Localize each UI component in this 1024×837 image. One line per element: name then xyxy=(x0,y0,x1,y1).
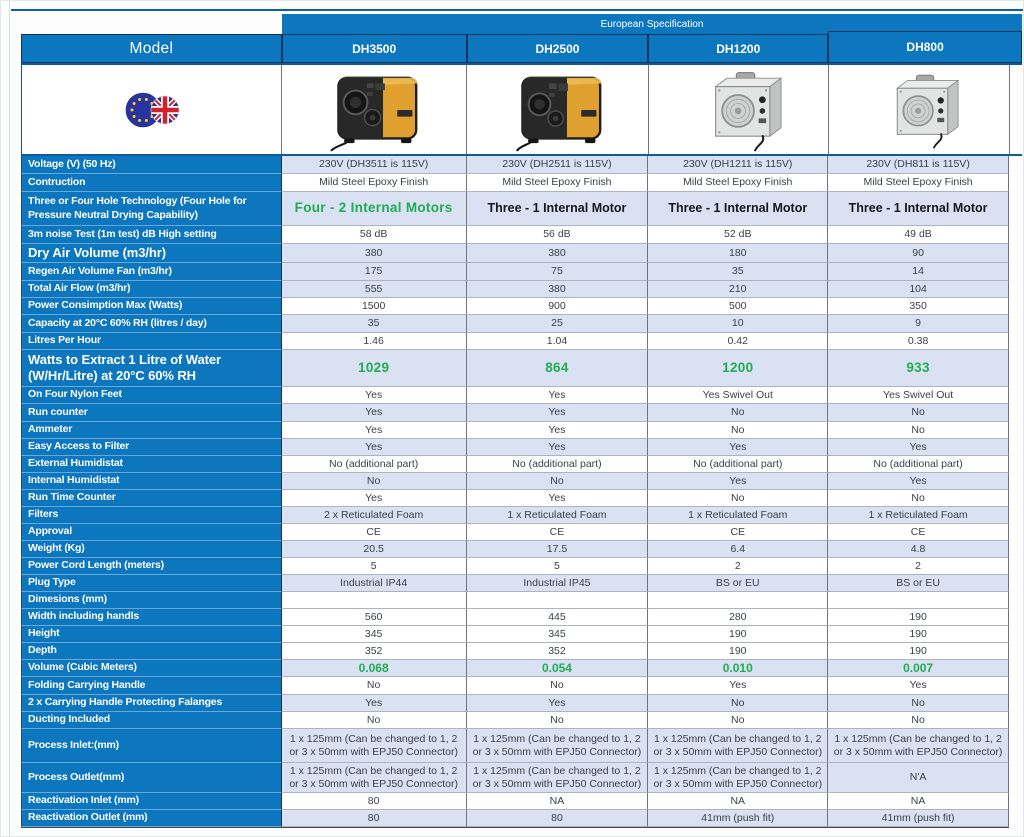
spec-value: 25 xyxy=(467,315,649,333)
column-header-dh800: DH800 xyxy=(828,31,1022,63)
spec-value: 1 x Reticulated Foam xyxy=(467,507,649,524)
spec-value: 345 xyxy=(467,626,649,643)
spec-value: CE xyxy=(282,524,467,541)
spec-row xyxy=(21,763,1009,793)
spec-value: 933 xyxy=(828,350,1009,387)
spec-value: 41mm (push fit) xyxy=(828,810,1009,827)
spec-value: CE xyxy=(467,524,649,541)
spec-value: 280 xyxy=(648,609,828,626)
spec-value: No xyxy=(648,404,828,422)
spec-value: 0.007 xyxy=(828,660,1009,677)
spec-value: Mild Steel Epoxy Finish xyxy=(648,174,828,192)
spec-value: 210 xyxy=(648,281,828,298)
spec-value: Yes xyxy=(828,677,1009,695)
spec-row xyxy=(21,643,1009,660)
spec-value: 14 xyxy=(828,263,1009,281)
eu-uk-flags-icon xyxy=(119,88,185,132)
spec-row xyxy=(21,422,1009,439)
row-label: Three or Four Hole Technology (Four Hole for Pressure Neutral Drying Capability) xyxy=(21,192,282,226)
spec-value: 350 xyxy=(828,298,1009,315)
row-label: Watts to Extract 1 Litre of Water (W/Hr/Litre) at 20°C 60% RH xyxy=(21,350,282,387)
spec-value: No xyxy=(828,712,1009,729)
spec-value: 1 x 125mm (Can be changed to 1, 2 or 3 x 50mm with EPJ50 Connector) xyxy=(648,763,828,793)
spec-value: 190 xyxy=(648,643,828,660)
spec-value: 352 xyxy=(467,643,649,660)
model-header-cell: Model xyxy=(21,34,282,63)
spec-value: 90 xyxy=(828,244,1009,263)
spec-value: CE xyxy=(648,524,828,541)
spec-value: 2 xyxy=(648,558,828,575)
spec-value: Yes xyxy=(282,695,467,712)
spec-row xyxy=(21,315,1009,333)
spec-row xyxy=(21,281,1009,298)
spec-value: 1 x 125mm (Can be changed to 1, 2 or 3 x 50mm with EPJ50 Connector) xyxy=(282,729,467,763)
spec-row xyxy=(21,626,1009,643)
spec-value: 190 xyxy=(828,643,1009,660)
row-label: Height xyxy=(21,626,282,643)
spec-value: 500 xyxy=(648,298,828,315)
header-row xyxy=(21,34,1022,63)
row-label: Process Outlet(mm) xyxy=(21,763,282,793)
spec-value: Industrial IP44 xyxy=(282,575,467,592)
dehumidifier-grey-icon xyxy=(871,70,967,150)
spec-value: Yes xyxy=(648,439,828,456)
row-label: Plug Type xyxy=(21,575,282,592)
spec-value: 180 xyxy=(648,244,828,263)
spec-value: 0.42 xyxy=(648,333,828,350)
spec-value: No xyxy=(282,473,467,490)
spec-value: 75 xyxy=(467,263,649,281)
spec-row xyxy=(21,156,1009,174)
spec-value: No xyxy=(828,695,1009,712)
spec-value: No xyxy=(467,712,649,729)
row-label: Dry Air Volume (m3/hr) xyxy=(21,244,282,263)
spec-value: Yes xyxy=(467,439,649,456)
row-label: Voltage (V) (50 Hz) xyxy=(21,156,282,174)
spec-row xyxy=(21,298,1009,315)
spec-value: Mild Steel Epoxy Finish xyxy=(828,174,1009,192)
spec-value: Yes xyxy=(282,422,467,439)
spec-row xyxy=(21,524,1009,541)
spec-value: 1200 xyxy=(648,350,828,387)
spec-row xyxy=(21,263,1009,281)
spec-value: Three - 1 Internal Motor xyxy=(828,192,1009,226)
spec-rows xyxy=(21,156,1009,828)
row-label: Weight (Kg) xyxy=(21,541,282,558)
spec-value xyxy=(648,592,828,609)
row-label: Capacity at 20°C 60% RH (litres / day) xyxy=(21,315,282,333)
spec-value: Yes xyxy=(467,404,649,422)
row-label: Reactivation Inlet (mm) xyxy=(21,793,282,810)
spec-value: 5 xyxy=(467,558,649,575)
spec-value: 6.4 xyxy=(648,541,828,558)
spec-value: 345 xyxy=(282,626,467,643)
top-border-line xyxy=(11,9,1023,11)
spec-row xyxy=(21,404,1009,422)
spec-row xyxy=(21,456,1009,473)
spec-value: 80 xyxy=(467,810,649,827)
row-label: Ammeter xyxy=(21,422,282,439)
spec-value: No xyxy=(467,677,649,695)
spec-value: No xyxy=(648,490,828,507)
spec-value: 352 xyxy=(282,643,467,660)
product-image-dh3500 xyxy=(282,65,467,154)
euro-spec-label: European Specification xyxy=(600,18,704,30)
spec-value: Yes xyxy=(648,473,828,490)
spec-value: BS or EU xyxy=(648,575,828,592)
spec-value: 52 dB xyxy=(648,226,828,244)
spec-value: 900 xyxy=(467,298,649,315)
spec-value: Three - 1 Internal Motor xyxy=(648,192,828,226)
spec-value: 1 x 125mm (Can be changed to 1, 2 or 3 x 50mm with EPJ50 Connector) xyxy=(467,763,649,793)
row-label: 2 x Carrying Handle Protecting Falanges xyxy=(21,695,282,712)
spec-row xyxy=(21,541,1009,558)
spec-value: 380 xyxy=(282,244,467,263)
spec-value: No xyxy=(467,473,649,490)
spec-row xyxy=(21,660,1009,677)
spec-value: 2 xyxy=(828,558,1009,575)
row-label: Internal Humidistat xyxy=(21,473,282,490)
spec-value: 0.068 xyxy=(282,660,467,677)
spec-value: 1500 xyxy=(282,298,467,315)
spec-value: 1 x Reticulated Foam xyxy=(648,507,828,524)
spec-row xyxy=(21,729,1009,763)
spec-value: Yes xyxy=(467,422,649,439)
product-image-dh800 xyxy=(829,65,1010,154)
spec-value: CE xyxy=(828,524,1009,541)
row-label: External Humidistat xyxy=(21,456,282,473)
spec-row xyxy=(21,810,1009,827)
spec-value: 1029 xyxy=(282,350,467,387)
spec-row xyxy=(21,558,1009,575)
spec-value: 190 xyxy=(648,626,828,643)
spec-row xyxy=(21,793,1009,810)
spec-value: 58 dB xyxy=(282,226,467,244)
product-image-dh1200 xyxy=(649,65,829,154)
spec-value: 230V (DH1211 is 115V) xyxy=(648,156,828,174)
spec-row xyxy=(21,333,1009,350)
spec-value: 80 xyxy=(282,793,467,810)
spec-value: Yes xyxy=(828,473,1009,490)
spec-value: NA xyxy=(828,793,1009,810)
spec-value: 41mm (push fit) xyxy=(648,810,828,827)
spec-value: 0.010 xyxy=(648,660,828,677)
row-label: Dimesions (mm) xyxy=(21,592,282,609)
column-header-dh1200: DH1200 xyxy=(648,34,828,63)
spec-value: Yes xyxy=(282,404,467,422)
spec-value: Yes xyxy=(282,439,467,456)
row-label: Folding Carrying Handle xyxy=(21,677,282,695)
row-label: Process Inlet:(mm) xyxy=(21,729,282,763)
row-label: Approval xyxy=(21,524,282,541)
spec-row xyxy=(21,609,1009,626)
spec-row xyxy=(21,439,1009,456)
spec-row xyxy=(21,473,1009,490)
spec-value: 190 xyxy=(828,609,1009,626)
spec-value: No xyxy=(648,422,828,439)
spec-value: 49 dB xyxy=(828,226,1009,244)
uk-flag-icon xyxy=(151,96,179,124)
spec-value: Industrial IP45 xyxy=(467,575,649,592)
spec-value: 17.5 xyxy=(467,541,649,558)
spec-value: 380 xyxy=(467,244,649,263)
spec-value: 380 xyxy=(467,281,649,298)
row-label: Contruction xyxy=(21,174,282,192)
spec-value: 1 x 125mm (Can be changed to 1, 2 or 3 x 50mm with EPJ50 Connector) xyxy=(467,729,649,763)
spec-value: Yes xyxy=(467,695,649,712)
spec-row xyxy=(21,387,1009,404)
row-label: Run Time Counter xyxy=(21,490,282,507)
row-label: Depth xyxy=(21,643,282,660)
spec-value: 20.5 xyxy=(282,541,467,558)
spec-value: Yes xyxy=(467,387,649,404)
spec-value: Yes xyxy=(648,677,828,695)
spec-value: Yes Swivel Out xyxy=(648,387,828,404)
spec-value: Mild Steel Epoxy Finish xyxy=(282,174,467,192)
row-label: Ducting Included xyxy=(21,712,282,729)
spec-value: 555 xyxy=(282,281,467,298)
spec-row xyxy=(21,350,1009,387)
spec-value: No xyxy=(282,677,467,695)
spec-value: Yes xyxy=(282,490,467,507)
spec-value: No xyxy=(282,712,467,729)
spec-value: Yes xyxy=(467,490,649,507)
product-image-dh2500 xyxy=(467,65,649,154)
spec-value: No (additional part) xyxy=(648,456,828,473)
spec-row xyxy=(21,244,1009,263)
row-label: Reactivation Outlet (mm) xyxy=(21,810,282,827)
spec-row xyxy=(21,575,1009,592)
spec-value: Yes Swivel Out xyxy=(828,387,1009,404)
spec-value xyxy=(828,592,1009,609)
spec-value: NA xyxy=(467,793,649,810)
spec-value: 175 xyxy=(282,263,467,281)
spec-row xyxy=(21,507,1009,524)
row-label: Width including handls xyxy=(21,609,282,626)
spec-value: 35 xyxy=(648,263,828,281)
spec-value: Four - 2 Internal Motors xyxy=(282,192,467,226)
spec-value: Yes xyxy=(282,387,467,404)
spec-value: Yes xyxy=(828,439,1009,456)
spec-value: 80 xyxy=(282,810,467,827)
spec-value: 10 xyxy=(648,315,828,333)
spec-row xyxy=(21,677,1009,695)
spec-value: 2 x Reticulated Foam xyxy=(282,507,467,524)
row-label: Run counter xyxy=(21,404,282,422)
spec-value: NA xyxy=(648,793,828,810)
spec-row xyxy=(21,226,1009,244)
spec-value: N'A xyxy=(828,763,1009,793)
spec-value: 1 x Reticulated Foam xyxy=(828,507,1009,524)
spec-value: 1 x 125mm (Can be changed to 1, 2 or 3 x 50mm with EPJ50 Connector) xyxy=(828,729,1009,763)
spec-row xyxy=(21,592,1009,609)
spec-value: No xyxy=(648,712,828,729)
spec-value: 56 dB xyxy=(467,226,649,244)
spec-value xyxy=(282,592,467,609)
spec-row xyxy=(21,695,1009,712)
spec-value: No (additional part) xyxy=(828,456,1009,473)
spec-value: 230V (DH2511 is 115V) xyxy=(467,156,649,174)
spec-value: No xyxy=(648,695,828,712)
spec-value: 4.8 xyxy=(828,541,1009,558)
spec-value: No (additional part) xyxy=(467,456,649,473)
column-header-dh3500: DH3500 xyxy=(282,34,467,63)
spec-value: 104 xyxy=(828,281,1009,298)
spec-value: 1.04 xyxy=(467,333,649,350)
dehumidifier-grey-icon xyxy=(687,67,791,153)
flags-cell xyxy=(21,65,282,154)
spec-value: 5 xyxy=(282,558,467,575)
spec-row xyxy=(21,712,1009,729)
spec-value: No (additional part) xyxy=(282,456,467,473)
spec-row xyxy=(21,174,1009,192)
row-label: On Four Nylon Feet xyxy=(21,387,282,404)
dehumidifier-yellow-icon xyxy=(494,67,622,153)
spec-value: 230V (DH811 is 115V) xyxy=(828,156,1009,174)
spec-value: 230V (DH3511 is 115V) xyxy=(282,156,467,174)
spec-value: 35 xyxy=(282,315,467,333)
spec-value: 560 xyxy=(282,609,467,626)
row-label: Total Air Flow (m3/hr) xyxy=(21,281,282,298)
spec-row xyxy=(21,192,1009,226)
row-label: Litres Per Hour xyxy=(21,333,282,350)
spec-value: No xyxy=(828,404,1009,422)
spec-value: 864 xyxy=(467,350,649,387)
image-row xyxy=(21,63,1022,156)
dehumidifier-yellow-icon xyxy=(310,67,438,153)
spec-value: 1.46 xyxy=(282,333,467,350)
spec-value: 190 xyxy=(828,626,1009,643)
spec-table xyxy=(21,34,1022,828)
spec-value xyxy=(467,592,649,609)
spec-value: 0.38 xyxy=(828,333,1009,350)
spec-value: Three - 1 Internal Motor xyxy=(467,192,649,226)
row-label: Power Consimption Max (Watts) xyxy=(21,298,282,315)
spec-value: 0.054 xyxy=(467,660,649,677)
spec-value: No xyxy=(828,490,1009,507)
spec-value: Mild Steel Epoxy Finish xyxy=(467,174,649,192)
spec-value: 1 x 125mm (Can be changed to 1, 2 or 3 x 50mm with EPJ50 Connector) xyxy=(282,763,467,793)
spec-value: No xyxy=(828,422,1009,439)
spec-value: BS or EU xyxy=(828,575,1009,592)
row-label: Volume (Cubic Meters) xyxy=(21,660,282,677)
spec-value: 445 xyxy=(467,609,649,626)
spec-value: 1 x 125mm (Can be changed to 1, 2 or 3 x 50mm with EPJ50 Connector) xyxy=(648,729,828,763)
spec-row xyxy=(21,490,1009,507)
row-label: Regen Air Volume Fan (m3/hr) xyxy=(21,263,282,281)
row-label: Power Cord Length (meters) xyxy=(21,558,282,575)
spec-value: 9 xyxy=(828,315,1009,333)
row-label: Filters xyxy=(21,507,282,524)
page-edge-line xyxy=(9,1,10,837)
row-label: 3m noise Test (1m test) dB High setting xyxy=(21,226,282,244)
row-label: Easy Access to Filter xyxy=(21,439,282,456)
column-header-dh2500: DH2500 xyxy=(467,34,649,63)
